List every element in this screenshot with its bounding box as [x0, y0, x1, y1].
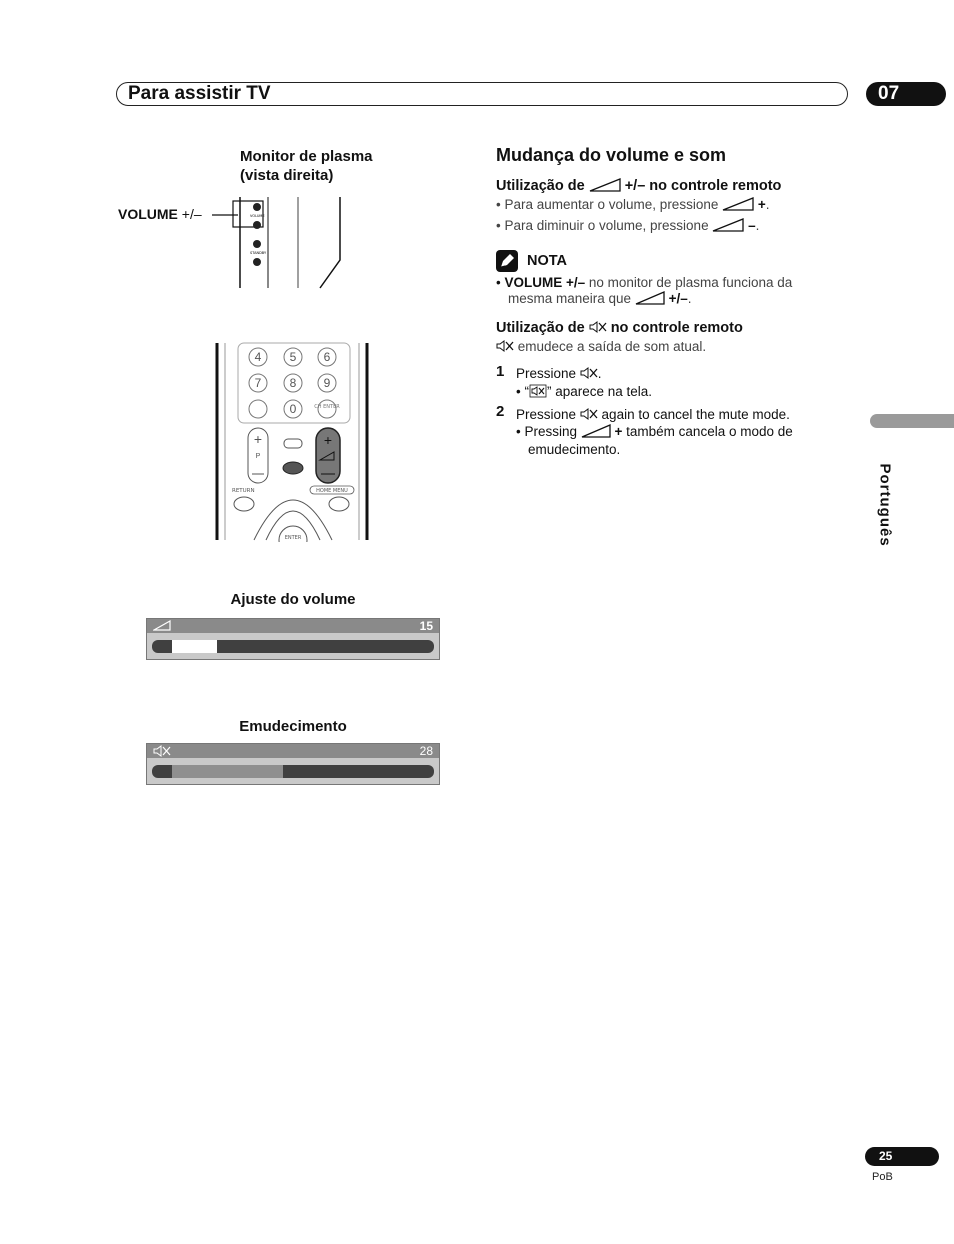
step-2-number: 2 [496, 403, 505, 420]
remote-key-9: 9 [323, 376, 331, 390]
mute-value: 28 [419, 744, 433, 758]
note-bullet: • [496, 275, 505, 290]
note-line2-pre: mesma maneira que [508, 291, 635, 306]
mute-level-fill [172, 765, 283, 778]
monitor-side-illustration [210, 195, 360, 290]
bullet-volume-down-text: • Para diminuir o volume, pressione [496, 218, 713, 233]
bullet-volume-up [496, 196, 770, 214]
bullet-volume-down [496, 217, 759, 235]
mute-description-text: emudece a saída de som atual. [514, 339, 707, 354]
volume-osd [146, 618, 440, 660]
bullet-volume-down-key: – [744, 218, 756, 233]
step-1-sub [516, 383, 652, 401]
volume-callout-bold: VOLUME [118, 206, 178, 222]
remote-home-menu-label: HOME MENU [316, 488, 348, 494]
mute-osd [146, 743, 440, 785]
mute-osd-icon [529, 384, 547, 398]
subheading-mute [496, 320, 743, 336]
step-1-text [516, 365, 602, 383]
remote-enter-label: ENTER [284, 535, 302, 541]
bullet-volume-up-text: • Para aumentar o volume, pressione [496, 197, 723, 212]
subheading-mute-post: no controle remoto [606, 320, 743, 336]
mute-icon [153, 745, 171, 757]
svg-text:VOLUME: VOLUME [250, 214, 265, 218]
mute-icon [580, 366, 598, 380]
subheading-volume-post: +/– no controle remoto [620, 178, 782, 194]
volume-value: 15 [419, 619, 433, 633]
remote-return-label: RETURN [232, 488, 255, 494]
subheading-volume [496, 178, 781, 194]
step-2-sub-pre: • Pressing [516, 424, 581, 439]
svg-text:+: + [323, 432, 333, 448]
remote-illustration [214, 342, 374, 542]
monitor-caption-line2: (vista direita) [240, 167, 334, 184]
page-number: 25 [865, 1147, 939, 1166]
mute-icon [496, 339, 514, 353]
volume-level-fill [172, 640, 217, 653]
step-2-rest: again to cancel the mute mode. [597, 407, 790, 422]
note-bold: VOLUME +/– [504, 275, 586, 290]
step-2-sub-line2: emudecimento. [528, 442, 621, 457]
language-label: Português [876, 463, 894, 547]
step-2-sub-key: + [610, 424, 623, 439]
note-line2 [508, 290, 691, 308]
volume-adjust-title: Ajuste do volume [230, 591, 356, 608]
mute-icon [580, 407, 598, 421]
volume-icon [722, 197, 754, 211]
volume-callout-label [118, 206, 202, 222]
volume-icon [589, 178, 621, 192]
page-code: PoB [872, 1171, 893, 1183]
mute-description [496, 338, 706, 356]
page-title: Para assistir TV [128, 83, 271, 104]
step-1-number: 1 [496, 363, 505, 380]
volume-icon [153, 620, 171, 631]
bullet-volume-up-key: + [754, 197, 766, 212]
step-2-label: Pressione [516, 407, 580, 422]
mute-track [152, 765, 434, 778]
volume-callout-rest: +/– [177, 206, 202, 222]
step-2-sub-rest: também cancela o modo de [622, 424, 793, 439]
note-title: NOTA [527, 253, 568, 269]
bullet-volume-up-end: . [765, 197, 770, 212]
mute-title: Emudecimento [239, 718, 347, 735]
chapter-badge: 07 [866, 82, 946, 106]
note-line2-end: . [687, 291, 692, 306]
monitor-caption [240, 147, 373, 185]
svg-text:STANDBY: STANDBY [250, 251, 267, 255]
monitor-caption-line1: Monitor de plasma [240, 148, 373, 165]
mute-icon [589, 320, 607, 334]
language-tab [870, 414, 954, 428]
remote-ch-enter-label: CH ENTER [314, 404, 340, 410]
remote-key-8: 8 [289, 376, 297, 390]
section-heading: Mudança do volume e som [496, 145, 727, 165]
step-1-end: . [597, 366, 602, 381]
step-1-sub-pre: • “ [516, 384, 529, 399]
subheading-mute-pre: Utilização de [496, 320, 589, 336]
svg-text:+: + [253, 431, 263, 447]
volume-icon [581, 424, 611, 438]
remote-p-label: P [255, 453, 261, 460]
remote-key-0: 0 [289, 402, 297, 416]
remote-key-6: 6 [323, 350, 331, 364]
step-1-sub-post: ” aparece na tela. [546, 384, 653, 399]
remote-key-7: 7 [254, 376, 262, 390]
volume-icon [712, 218, 744, 232]
note-icon [496, 250, 518, 272]
volume-icon [635, 291, 665, 305]
bullet-volume-down-end: . [755, 218, 760, 233]
note-line2-key: +/– [664, 291, 688, 306]
step-2-sub [516, 423, 793, 441]
subheading-volume-pre: Utilização de [496, 178, 589, 194]
step-2-text [516, 406, 790, 424]
volume-track [152, 640, 434, 653]
remote-key-4: 4 [254, 350, 262, 364]
remote-key-5: 5 [289, 350, 297, 364]
step-1-label: Pressione [516, 366, 580, 381]
note-line1-rest: no monitor de plasma funciona da [585, 275, 793, 290]
